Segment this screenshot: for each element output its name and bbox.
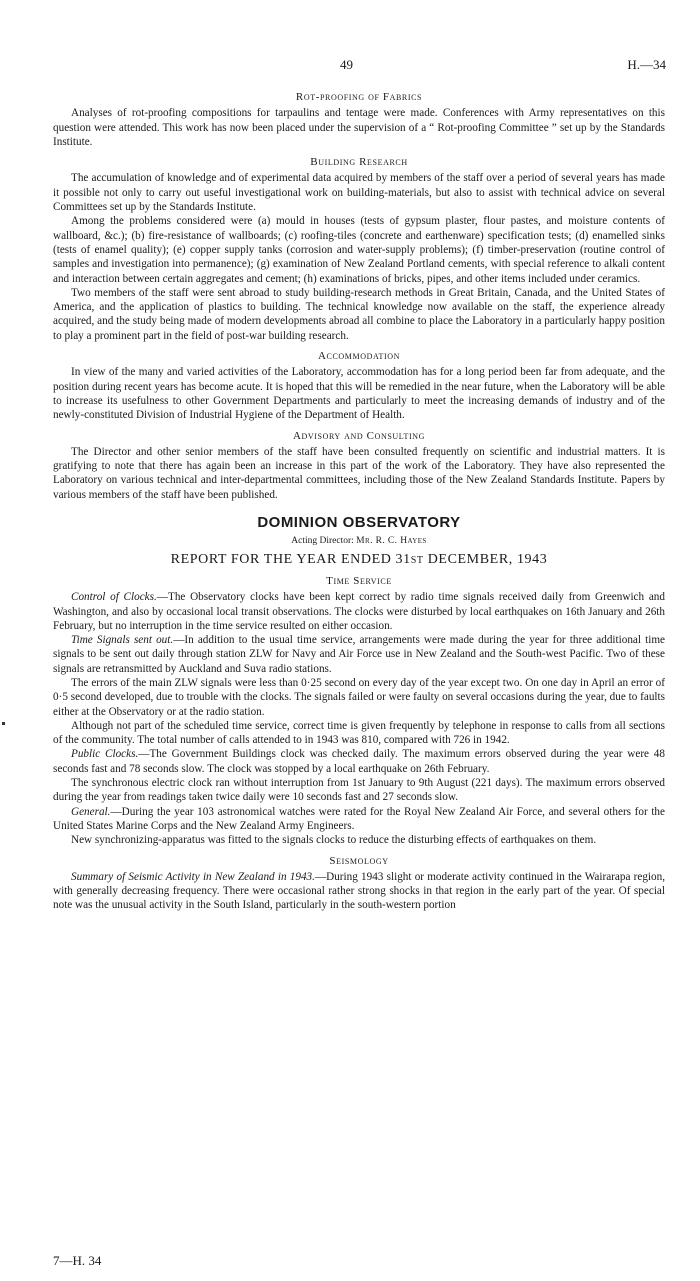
section-heading-seismology: Seismology xyxy=(329,854,389,867)
paragraph xyxy=(53,590,665,633)
paragraph: Analyses of rot-proofing compositions for tarpaulins and tentage were made. Conferences with Army representatives on this question were attended. This work has now been placed under the supervision of a “ Rot-proofing Committee ” set up by the Standards Institute. xyxy=(53,107,665,148)
document-reference: H.—34 xyxy=(627,57,666,72)
signature-mark: 7—H. 34 xyxy=(53,1253,102,1268)
section-heading-rot-proofing: Rot-proofing of Fabrics xyxy=(295,91,423,103)
paragraph-text: —During 1943 slight or moderate activity continued in the Wairarapa region, with generally decreasing frequency. There were occasional rather strong shocks in that region in the early part of the year. Of special note was the unusual activity in the South Island, particularly in the south-western portion xyxy=(53,870,666,912)
paragraph-text: —The Observatory clocks have been kept correct by radio time signals received daily from Greenwich and Washington, and also by occasional local transit observations. The clocks were disturbed by local earthquakes on 16th January and 26th February, but no interruption in the time service resulted on either occasion. xyxy=(53,591,665,632)
paragraph: In view of the many and varied activities of the Laboratory, accommodation has for a long period been far from adequate, and the position during recent years has become acute. It is hoped that this will be remedied in the near future, when the Laboratory will be able to increase its usefulness to other Government Departments and particularly to meet the increasing demands of industry and of the newly-constituted Division of Industrial Hygiene of the Department of Health. xyxy=(53,366,665,422)
section-heading-time-service: Time Service xyxy=(326,574,392,587)
report-title xyxy=(53,553,665,568)
paragraph-text: —The Government Buildings clock was checked daily. The maximum errors observed during the year were 48 seconds fast and 78 seconds slow. The clock was stopped by a local earthquake on 26th February. xyxy=(53,748,665,775)
paragraph xyxy=(53,747,665,776)
paragraph-text: —During the year 103 astronomical watches were rated for the Royal New Zealand Air Force, and several others for the United States Marine Corps and the New Zealand Army Engineers. xyxy=(53,805,665,832)
observatory-title: DOMINION OBSERVATORY xyxy=(257,514,461,532)
page-body xyxy=(53,90,665,913)
director-label: Acting Director: xyxy=(291,536,354,547)
page-number: 49 xyxy=(340,57,353,72)
report-title-main: REPORT FOR THE YEAR ENDED 31 xyxy=(170,551,411,567)
section-heading-accommodation: Accommodation xyxy=(318,350,400,363)
paragraph-lead: Summary of Seismic Activity in New Zealand in 1943. xyxy=(71,870,315,883)
paragraph: Among the problems considered were (a) mould in houses (tests of gypsum plaster, flour pastes, and moisture contents of wallboard, &c.); (b) fire-resistance of wallboards; (c) roofing-tiles (concrete and earthenware) specification tests; (d) enamelled sinks (tests of enamel quality); (e) copper supply tanks (corrosion and water-supply problems); (f) timber-preservation (routine control of samples and investigation into permanence); (g) examination of New Zealand Portland cements, with special reference to alkali content and interaction between certain aggregates and cement; (h) examinations of bricks, pipes, and other items included under ceramics. xyxy=(53,215,665,285)
paragraph-lead: Public Clocks. xyxy=(71,748,139,761)
margin-mark xyxy=(2,722,5,725)
paragraph: The Director and other senior members of the staff have been consulted frequently on scientific and industrial matters. It is gratifying to note that there has again been an increase in this part of the work of the Laboratory. They have also represented the Laboratory on various technical and inter-departmental committees, including those of the New Zealand Standards Institute. Papers by various members of the staff have been published. xyxy=(53,445,665,501)
director-line xyxy=(53,534,665,548)
page-header xyxy=(0,58,700,74)
section-heading-building-research: Building Research xyxy=(310,156,408,169)
paragraph: The errors of the main ZLW signals were less than 0·25 second on every day of the year except two. On one day in April an error of 0·5 second developed, due to trouble with the clocks. The signals failed or were faulty on several occasions during the year, due to faults either at the Observatory or at the radio station. xyxy=(53,676,665,718)
paragraph xyxy=(53,805,665,834)
paragraph: The accumulation of knowledge and of experimental data acquired by members of the staff over a period of several years has made it possible not only to carry out useful investigational work on building-materials, but also to assist with technical advice on several Committees set up by the Standards Institute. xyxy=(53,172,665,214)
paragraph-lead: General. xyxy=(71,805,111,818)
director-name: Mr. R. C. Hayes xyxy=(356,536,427,547)
paragraph xyxy=(53,633,665,676)
paragraph: The synchronous electric clock ran without interruption from 1st January to 9th August (221 days). The maximum errors observed during the year from readings taken twice daily were 10 seconds fast and 27 seconds slow. xyxy=(53,777,665,804)
report-title-date: DECEMBER, 1943 xyxy=(423,551,548,567)
paragraph: New synchronizing-apparatus was fitted to the signals clocks to reduce the disturbing effects of earthquakes on them. xyxy=(71,834,597,847)
paragraph: Two members of the staff were sent abroad to study building-research methods in Great Britain, Canada, and the United States of America, and the application of plastics to building. The technical knowledge now available on the staff, the experience already acquired, and the study being made of modern developments abroad all combine to place the Laboratory in a particularly happy position to play a prominent part in the field of post-war building research. xyxy=(53,286,665,342)
paragraph-lead: Time Signals sent out. xyxy=(71,634,174,647)
report-title-suffix: ST xyxy=(410,554,424,566)
section-heading-advisory: Advisory and Consulting xyxy=(292,429,426,442)
paragraph xyxy=(53,870,665,913)
paragraph-text: —In addition to the usual time service, arrangements were made during the year for three additional time signals to be sent out daily through station ZLW for Navy and Air Force use in New Zealand and the South-west Pacific. Two of these signals are retransmitted by Auckland and Suva radio stations. xyxy=(53,634,665,675)
paragraph: Although not part of the scheduled time service, correct time is given frequently by telephone in response to calls from all sections of the community. The total number of calls attended to in 1943 was 810, compared with 726 in 1942. xyxy=(53,719,665,747)
paragraph-lead: Control of Clocks. xyxy=(71,591,157,604)
